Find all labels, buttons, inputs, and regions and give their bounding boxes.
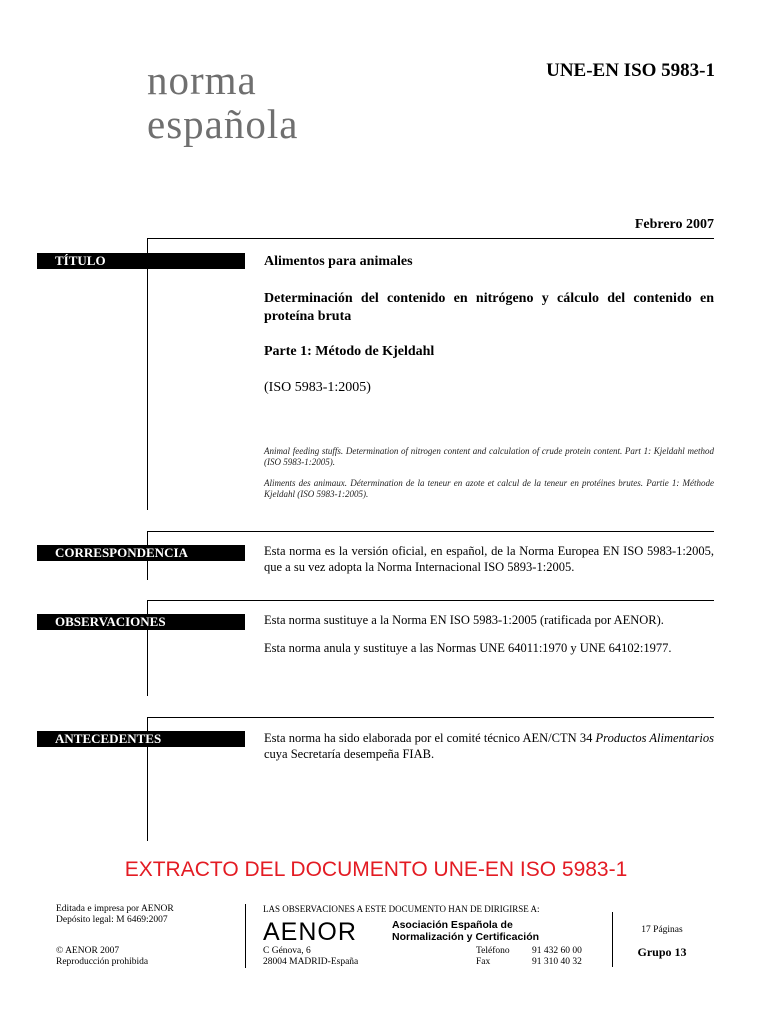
footer-divider — [245, 904, 246, 968]
publication-date: Febrero 2007 — [634, 217, 714, 232]
aenor-logo: AENOR — [263, 918, 357, 946]
contact-numbers — [532, 946, 582, 968]
section-label-observaciones: OBSERVACIONES — [37, 614, 245, 630]
aenor-association: Asociación Española de Normalización y Certificación — [392, 919, 540, 943]
document-part: Parte 1: Método de Kjeldahl — [264, 344, 435, 359]
aenor-address: C Génova, 6 28004 MADRID-España — [263, 946, 359, 967]
divider-observaciones — [147, 600, 714, 601]
copyright: © AENOR 2007 — [56, 946, 120, 956]
edited-by: Editada e impresa por AENOR — [56, 904, 174, 914]
divider-antecedentes — [147, 717, 714, 718]
page-count: 17 Páginas — [641, 925, 683, 935]
iso-reference: (ISO 5983-1:2005) — [264, 380, 371, 395]
group-number: Grupo 13 — [637, 945, 687, 959]
contact-labels: Teléfono Fax — [476, 946, 510, 967]
divider-top — [147, 238, 714, 239]
english-title: Animal feeding stuffs. Determination of nitrogen content and calculation of crude protein content. Part 1: Kjeldahl method (ISO 5983-1:2005). — [264, 446, 714, 467]
norma-espanola-heading — [147, 58, 298, 146]
legal-deposit: Depósito legal: M 6469:2007 — [56, 915, 168, 925]
observaciones-text-2: Esta norma anula y sustituye a las Normas UNE 64011:1970 y UNE 64102:1977. — [264, 641, 672, 655]
document-subtitle: Determinación del contenido en nitrógeno y cálculo del contenido en proteína bruta — [264, 291, 714, 324]
section-label-titulo: TÍTULO — [37, 253, 245, 269]
footer-left-block — [56, 904, 174, 926]
antecedentes-text: Esta norma ha sido elaborada por el comité técnico AEN/CTN 34 Productos Alimentarios cuya Secretaría desempeña FIAB. — [264, 731, 714, 761]
extract-watermark: EXTRACTO DEL DOCUMENTO UNE-EN ISO 5983-1 — [124, 858, 628, 881]
phone-number: 91 432 60 00 — [532, 946, 582, 956]
section-label-antecedentes: ANTECEDENTES — [37, 731, 245, 747]
standard-code: UNE-EN ISO 5983-1 — [546, 60, 715, 81]
norma-word: norma — [147, 57, 257, 103]
espanola-word: española — [147, 101, 299, 147]
vertical-rule-titulo — [147, 238, 148, 510]
committee-name: Productos Alimentarios — [595, 731, 714, 745]
reproduction-notice: Reproducción prohibida — [56, 957, 149, 967]
french-title: Aliments des animaux. Détermination de la teneur en azote et calcul de la teneur en protéines brutes. Partie 1: Méthode Kjeldahl (ISO 5983-1:2005). — [264, 478, 714, 499]
fax-number: 91 310 40 32 — [532, 957, 582, 967]
observaciones-text-1: Esta norma sustituye a la Norma EN ISO 5983-1:2005 (ratificada por AENOR). — [264, 613, 664, 627]
section-label-correspondencia: CORRESPONDENCIA — [37, 545, 245, 561]
correspondencia-text: Esta norma es la versión oficial, en español, de la Norma Europea EN ISO 5983-1:2005, que a su vez adopta la Norma Internacional ISO 5893-1:2005. — [264, 544, 714, 574]
footer-copyright-block — [56, 946, 148, 968]
document-title: Alimentos para animales — [264, 254, 413, 269]
observations-notice: LAS OBSERVACIONES A ESTE DOCUMENTO HAN DE DIRIGIRSE A: — [263, 904, 540, 914]
divider-correspondencia — [147, 531, 714, 532]
